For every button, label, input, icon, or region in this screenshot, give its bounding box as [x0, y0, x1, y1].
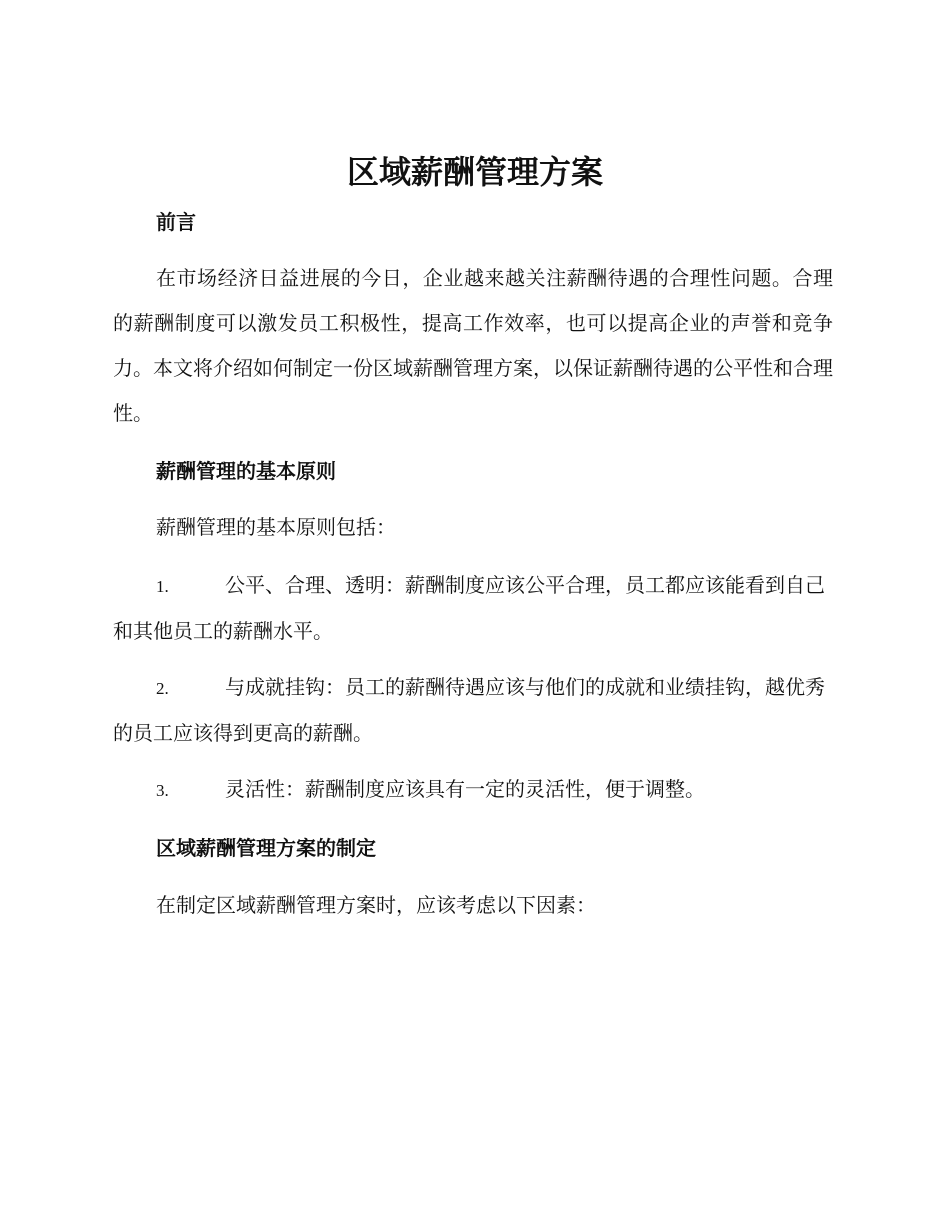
list-number: 1. [156, 577, 169, 596]
list-item-text: 与成就挂钩：员工的薪酬待遇应该与他们的成就和业绩挂钩，越优秀的员工应该得到更高的薪酬。 [113, 675, 825, 745]
document-title: 区域薪酬管理方案 [346, 153, 603, 191]
list-number: 3. [156, 781, 169, 800]
formulation-heading: 区域薪酬管理方案的制定 [156, 836, 376, 860]
preface-heading: 前言 [156, 210, 196, 234]
principle-item-2 [113, 665, 833, 756]
principle-item-1 [113, 563, 833, 654]
principle-item-3 [113, 767, 833, 813]
list-item-text: 公平、合理、透明：薪酬制度应该公平合理，员工都应该能看到自己和其他员工的薪酬水平。 [113, 573, 825, 643]
formulation-intro: 在制定区域薪酬管理方案时，应该考虑以下因素： [156, 893, 596, 917]
preface-paragraph: 在市场经济日益进展的今日，企业越来越关注薪酬待遇的合理性问题。合理的薪酬制度可以激发员工积极性，提高工作效率，也可以提高企业的声誉和竞争力。本文将介绍如何制定一份区域薪酬管理方案，以保证薪酬待遇的公平性和合理性。 [113, 266, 833, 425]
list-number: 2. [156, 679, 169, 698]
principles-heading: 薪酬管理的基本原则 [156, 459, 336, 483]
list-item-text: 灵活性：薪酬制度应该具有一定的灵活性，便于调整。 [225, 777, 705, 801]
principles-intro: 薪酬管理的基本原则包括： [156, 515, 396, 539]
